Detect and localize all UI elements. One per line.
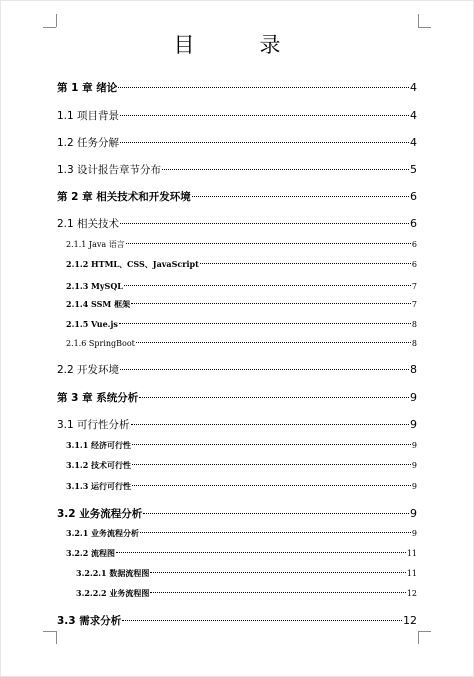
toc-entry-2-1[interactable]: [57, 216, 417, 231]
crop-mark-top-left-v: [56, 14, 57, 27]
toc-entry-3-2-2-1[interactable]: [57, 568, 417, 579]
dot-leader: [131, 302, 411, 304]
toc-entry-page: 6: [410, 217, 417, 230]
dot-leader: [143, 512, 409, 514]
toc-entry-page: 8: [411, 320, 417, 329]
dot-leader: [120, 368, 409, 370]
toc-entry-2-1-5[interactable]: [57, 319, 417, 329]
toc-entry-label: 3.2.2.1 数据流程图: [76, 568, 150, 578]
toc-entry-label: 3.1.3 运行可行性: [66, 481, 132, 491]
toc-entry-page: 7: [411, 282, 417, 291]
toc-entry-3-1-1[interactable]: [57, 440, 417, 451]
toc-entry-page: 6: [411, 260, 417, 269]
toc-entry-page: 9: [410, 418, 417, 431]
toc-entry-page: 6: [410, 190, 417, 203]
toc-entry-1-3[interactable]: [57, 162, 417, 177]
toc-entry-page: 9: [410, 391, 417, 404]
toc-entry-page: 12: [403, 614, 417, 627]
dot-leader: [120, 114, 409, 116]
toc-entry-page: 4: [410, 81, 417, 94]
toc-entry-page: 9: [410, 507, 417, 520]
toc-entry-3-2[interactable]: [57, 506, 417, 521]
toc-entry-label: 3.2.2 流程图: [66, 548, 116, 558]
toc-entry-label: 3.2 业务流程分析: [57, 508, 143, 520]
toc-entry-page: 11: [406, 549, 417, 558]
dot-leader: [150, 571, 405, 573]
toc-entry-label: 1.2 任务分解: [57, 137, 120, 149]
toc-entry-label: 3.1.2 技术可行性: [66, 460, 132, 470]
toc-entry-page: 8: [410, 363, 417, 376]
dot-leader: [139, 396, 409, 398]
toc-entry-3-1-2[interactable]: [57, 460, 417, 471]
toc-entry-2-2[interactable]: [57, 362, 417, 377]
toc-entry-3-2-2-2[interactable]: [57, 588, 417, 599]
toc-entry-label: 3.1 可行性分析: [57, 419, 130, 431]
dot-leader: [126, 242, 411, 244]
toc-entry-2-1-3[interactable]: [57, 281, 417, 291]
toc-entry-3-2-2[interactable]: [57, 548, 417, 559]
toc-entry-page: 9: [411, 441, 417, 450]
toc-entry-label: 2.2 开发环境: [57, 364, 120, 376]
toc-entry-page: 9: [411, 529, 417, 538]
toc-entry-label: 3.2.2.2 业务流程图: [76, 588, 150, 598]
toc-entry-label: 3.3 需求分析: [57, 615, 122, 627]
toc-entry-label: 2.1.4 SSM 框架: [66, 299, 131, 309]
toc-entry-label: 第 1 章 绪论: [57, 82, 118, 94]
toc-entry-page: 8: [411, 339, 417, 348]
dot-leader: [122, 619, 402, 621]
toc-title: 目 录: [173, 33, 303, 57]
toc-entry-label: 2.1 相关技术: [57, 218, 120, 230]
toc-entry-2-1-6[interactable]: [57, 339, 417, 348]
crop-mark-top-right-v: [418, 14, 419, 27]
toc-entry-2-1-2[interactable]: [57, 259, 417, 270]
crop-mark-bottom-right-h: [418, 631, 431, 632]
toc-entry-3-1-3[interactable]: [57, 481, 417, 492]
crop-mark-bottom-left-v: [56, 631, 57, 644]
toc-entry-label: 2.1.1 Java 语言: [66, 240, 125, 249]
dot-leader: [118, 86, 409, 88]
toc-entry-page: 5: [410, 163, 417, 176]
dot-leader: [124, 284, 411, 286]
dot-leader: [119, 322, 411, 324]
toc-entry-chapter-3[interactable]: [57, 390, 417, 405]
toc-entry-1-1[interactable]: [57, 108, 417, 123]
toc-entry-label: 2.1.6 SpringBoot: [66, 339, 135, 348]
toc-entry-chapter-1[interactable]: [57, 80, 417, 95]
toc-entry-1-2[interactable]: [57, 135, 417, 150]
toc-entry-2-1-1[interactable]: [57, 239, 417, 250]
toc-entry-3-3[interactable]: [57, 613, 417, 628]
dot-leader: [192, 195, 409, 197]
toc-entry-page: 9: [411, 461, 417, 470]
toc-entry-page: 4: [410, 109, 417, 122]
toc-entry-chapter-2[interactable]: [57, 189, 417, 204]
toc-entry-page: 4: [410, 136, 417, 149]
toc-entry-label: 第 2 章 相关技术和开发环境: [57, 191, 191, 203]
dot-leader: [132, 443, 411, 445]
dot-leader: [136, 341, 411, 343]
dot-leader: [120, 141, 409, 143]
toc-entry-label: 1.1 项目背景: [57, 110, 120, 122]
dot-leader: [132, 484, 411, 486]
dot-leader: [162, 168, 409, 170]
crop-mark-bottom-right-v: [418, 631, 419, 644]
toc-entry-3-2-1[interactable]: [57, 528, 417, 539]
dot-leader: [150, 591, 405, 593]
dot-leader: [116, 551, 406, 553]
toc-entry-label: 第 3 章 系统分析: [57, 392, 139, 404]
toc-entry-page: 12: [406, 589, 417, 598]
toc-entry-page: 11: [406, 569, 417, 578]
dot-leader: [120, 222, 409, 224]
toc-entry-page: 7: [411, 300, 417, 309]
toc-entry-label: 1.3 设计报告章节分布: [57, 164, 162, 176]
crop-mark-top-right-h: [418, 27, 431, 28]
dot-leader: [131, 423, 409, 425]
crop-mark-top-left-h: [43, 27, 56, 28]
toc-entry-page: 6: [411, 240, 417, 249]
crop-mark-bottom-left-h: [43, 631, 56, 632]
toc-entry-label: 2.1.3 MySQL: [66, 281, 123, 291]
dot-leader: [132, 463, 411, 465]
dot-leader: [140, 531, 411, 533]
toc-entry-label: 3.1.1 经济可行性: [66, 440, 132, 450]
toc-entry-label: 2.1.5 Vue.js: [66, 319, 118, 329]
toc-entry-label: 2.1.2 HTML、CSS、JavaScript: [66, 259, 199, 269]
toc-entry-2-1-4[interactable]: [57, 299, 417, 310]
toc-entry-3-1[interactable]: [57, 417, 417, 432]
toc-entry-label: 3.2.1 业务流程分析: [66, 528, 140, 538]
dot-leader: [200, 262, 411, 264]
toc-entry-page: 9: [411, 482, 417, 491]
